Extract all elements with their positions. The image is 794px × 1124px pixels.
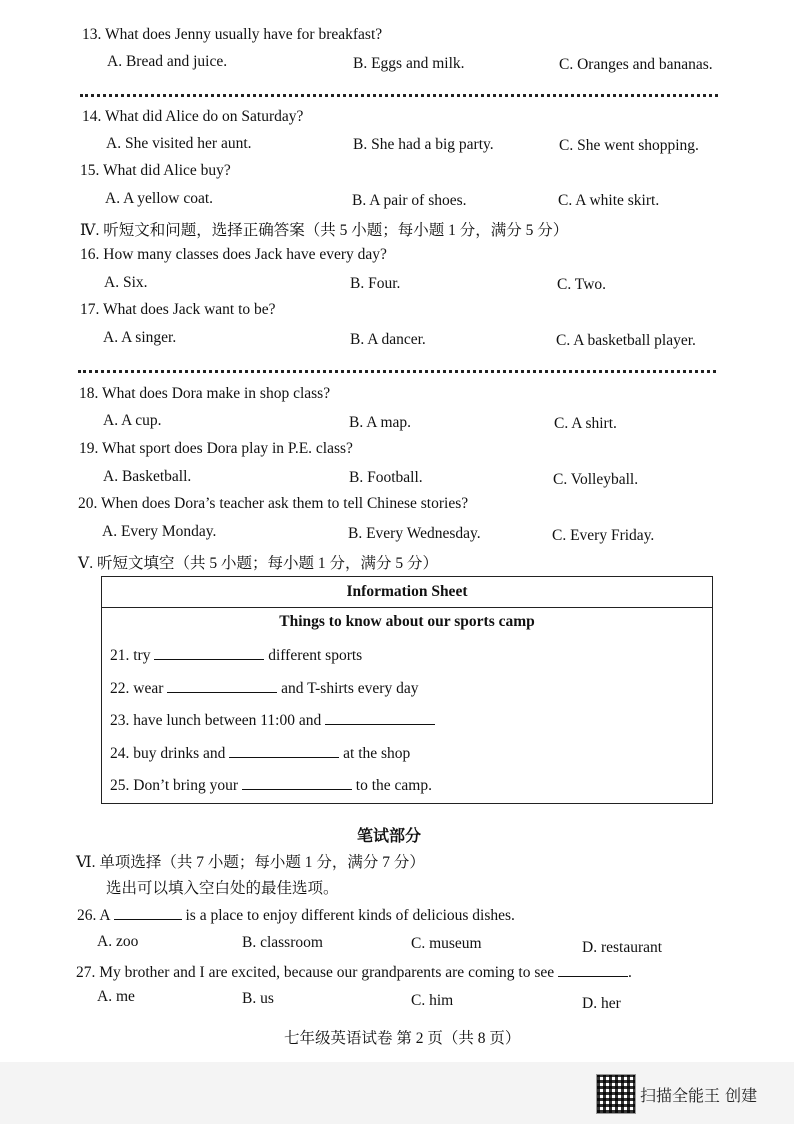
blank-27[interactable] (558, 962, 628, 977)
info-item-22: 22. wear and T-shirts every day (110, 680, 419, 697)
q26-option-a: A. zoo (97, 933, 139, 950)
info-item-25: 25. Don’t bring your to the camp. (110, 777, 432, 794)
blank-26[interactable] (114, 905, 182, 920)
q26-option-b: B. classroom (242, 934, 323, 951)
q27-option-c: C. him (411, 992, 454, 1009)
scanner-label: 扫描全能王 创建 (640, 1086, 758, 1105)
written-part-title: 笔试部分 (357, 828, 422, 845)
blank-23[interactable] (325, 710, 435, 725)
blank-25[interactable] (242, 775, 352, 790)
q14-option-a: A. She visited her aunt. (106, 135, 252, 152)
question-15: 15. What did Alice buy? (80, 162, 231, 179)
tear-line (78, 370, 716, 373)
q14-option-b: B. She had a big party. (353, 136, 494, 153)
information-sheet-title: Information Sheet (102, 577, 712, 608)
blank-22[interactable] (167, 678, 277, 693)
qr-code-icon (596, 1074, 636, 1114)
q18-option-b: B. A map. (349, 414, 412, 431)
question-27: 27. My brother and I are excited, because our grandparents are coming to see . (76, 964, 632, 981)
q15-option-a: A. A yellow coat. (105, 190, 214, 207)
q13-option-b: B. Eggs and milk. (353, 55, 465, 72)
q13-option-a: A. Bread and juice. (107, 53, 228, 70)
section-6-heading: Ⅵ. 单项选择（共 7 小题；每小题 1 分，满分 7 分） (76, 854, 425, 871)
question-14: 14. What did Alice do on Saturday? (82, 108, 304, 125)
information-sheet-subtitle: Things to know about our sports camp (279, 613, 535, 630)
q17-option-c: C. A basketball player. (556, 332, 696, 349)
question-17: 17. What does Jack want to be? (80, 301, 276, 318)
info-item-21: 21. try different sports (110, 647, 363, 664)
q27-option-d: D. her (582, 995, 621, 1012)
q17-option-a: A. A singer. (103, 329, 177, 346)
q19-option-b: B. Football. (349, 469, 423, 486)
question-20: 20. When does Dora’s teacher ask them to tell Chinese stories? (78, 495, 469, 512)
question-16: 16. How many classes does Jack have every day? (80, 246, 387, 263)
q15-option-c: C. A white skirt. (558, 192, 660, 209)
blank-24[interactable] (229, 743, 339, 758)
q19-option-c: C. Volleyball. (553, 471, 639, 488)
info-item-23: 23. have lunch between 11:00 and (110, 710, 435, 730)
question-18: 18. What does Dora make in shop class? (79, 385, 331, 402)
information-sheet (101, 576, 713, 804)
question-26: 26. A is a place to enjoy different kinds of delicious dishes. (77, 907, 515, 924)
section-4-heading: Ⅳ. 听短文和问题，选择正确答案（共 5 小题；每小题 1 分，满分 5 分） (80, 222, 569, 239)
q16-option-a: A. Six. (104, 274, 148, 291)
q17-option-b: B. A dancer. (350, 331, 426, 348)
q27-option-a: A. me (97, 988, 135, 1005)
question-19: 19. What sport does Dora play in P.E. class? (79, 440, 353, 457)
q14-option-c: C. She went shopping. (559, 137, 699, 154)
q16-option-b: B. Four. (350, 275, 401, 292)
question-13: 13. What does Jenny usually have for breakfast? (82, 26, 383, 43)
q19-option-a: A. Basketball. (103, 468, 192, 485)
blank-21[interactable] (154, 645, 264, 660)
q20-option-c: C. Every Friday. (552, 527, 655, 544)
page-footer: 七年级英语试卷 第 2 页（共 8 页） (284, 1030, 521, 1047)
q26-option-c: C. museum (411, 935, 482, 952)
q15-option-b: B. A pair of shoes. (352, 192, 467, 209)
tear-line (80, 94, 718, 97)
q26-option-d: D. restaurant (582, 939, 663, 956)
q20-option-b: B. Every Wednesday. (348, 525, 481, 542)
q16-option-c: C. Two. (557, 276, 607, 293)
q18-option-a: A. A cup. (103, 412, 162, 429)
q27-option-b: B. us (242, 990, 274, 1007)
q18-option-c: C. A shirt. (554, 415, 617, 432)
info-item-24: 24. buy drinks and at the shop (110, 745, 411, 762)
section-6-instruction: 选出可以填入空白处的最佳选项。 (106, 880, 339, 897)
q13-option-c: C. Oranges and bananas. (559, 56, 713, 73)
section-5-heading: Ⅴ. 听短文填空（共 5 小题；每小题 1 分，满分 5 分） (78, 555, 438, 572)
q20-option-a: A. Every Monday. (102, 523, 217, 540)
